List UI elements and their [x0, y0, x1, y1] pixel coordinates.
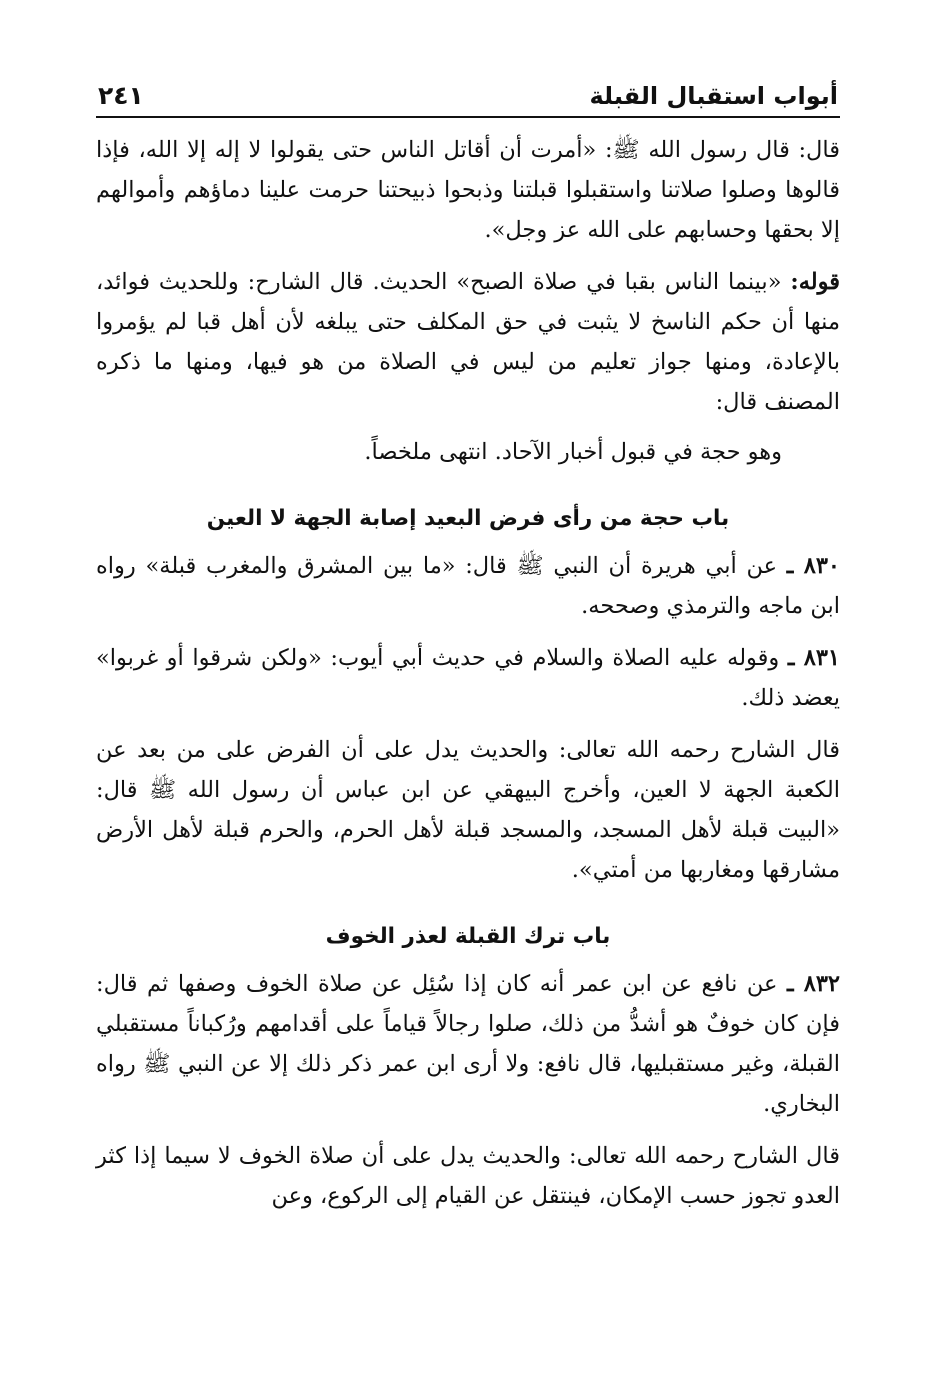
running-title: أبواب استقبال القبلة	[589, 82, 838, 110]
hadith-number: ٨٣١ ـ	[787, 645, 840, 671]
paragraph-lead-word: قوله:	[790, 269, 840, 295]
hadith-text: وقوله عليه الصلاة والسلام في حديث أبي أيوب: «ولكن شرقوا أو غربوا» يعضد ذلك.	[96, 645, 840, 711]
paragraph-hadith-quote: قال: قال رسول الله ﷺ: «أمرت أن أقاتل الناس حتى يقولوا لا إله إلا الله، فإذا قالوها وصلوا صلاتنا واستقبلوا قبلتنا وذبحوا ذبيحتنا حرمت علينا دماؤهم وأموالهم إلا بحقها وحسابهم على الله عز وجل».	[96, 137, 840, 243]
hadith-text: عن أبي هريرة أن النبي ﷺ قال: «ما بين المشرق والمغرب قبلة» رواه ابن ماجه والترمذي وصححه.	[96, 553, 840, 619]
hadith-830	[96, 546, 840, 626]
chapter-heading-fear: باب ترك القبلة لعذر الخوف	[325, 924, 611, 949]
paragraph-quote-summary: وهو حجة في قبول أخبار الآحاد. انتهى ملخصاً.	[364, 439, 782, 465]
paragraph-commentary-text: «بينما الناس بقبا في صلاة الصبح» الحديث. قال الشارح: وللحديث فوائد، منها أن حكم الناسخ لا يثبت في حق المكلف حتى يبلغه لأن أهل قبا لم يؤمروا بالإعادة، ومنها جواز تعليم من ليس في الصلاة من هو فيها، ومنها ما ذكره المصنف قال:	[96, 269, 840, 415]
hadith-number: ٨٣٢ ـ	[786, 971, 840, 997]
paragraph-commentary-fear: قال الشارح رحمه الله تعالى: والحديث يدل على أن صلاة الخوف لا سيما إذا كثر العدو تجوز حسب الإمكان، فينتقل عن القيام إلى الركوع، وعن	[96, 1143, 840, 1209]
page-body	[96, 130, 840, 1216]
paragraph-commentary-qibla: قال الشارح رحمه الله تعالى: والحديث يدل على أن الفرض على من بعد عن الكعبة الجهة لا العين، وأخرج البيهقي عن ابن عباس أن رسول الله ﷺ قال: «البيت قبلة لأهل المسجد، والمسجد قبلة لأهل الحرم، والحرم قبلة لأهل الأرض مشارقها ومغاربها من أمتي».	[96, 737, 840, 883]
page-number: ٢٤١	[98, 81, 144, 110]
chapter-heading-direction: باب حجة من رأى فرض البعيد إصابة الجهة لا العين	[206, 506, 730, 531]
running-header	[96, 70, 840, 118]
hadith-text: عن نافع عن ابن عمر أنه كان إذا سُئِل عن صلاة الخوف وصفها ثم قال: فإن كان خوفٌ هو أشدُّ من ذلك، صلوا رجالاً قياماً على أقدامهم ورُكباناً مستقبلي القبلة، وغير مستقبليها، قال نافع: ولا أرى ابن عمر ذكر ذلك إلا عن النبي ﷺ رواه البخاري.	[96, 971, 840, 1117]
hadith-831	[96, 638, 840, 718]
hadith-number: ٨٣٠ ـ	[786, 553, 840, 579]
book-page	[96, 70, 840, 1216]
paragraph-commentary	[96, 262, 840, 422]
hadith-832	[96, 964, 840, 1124]
